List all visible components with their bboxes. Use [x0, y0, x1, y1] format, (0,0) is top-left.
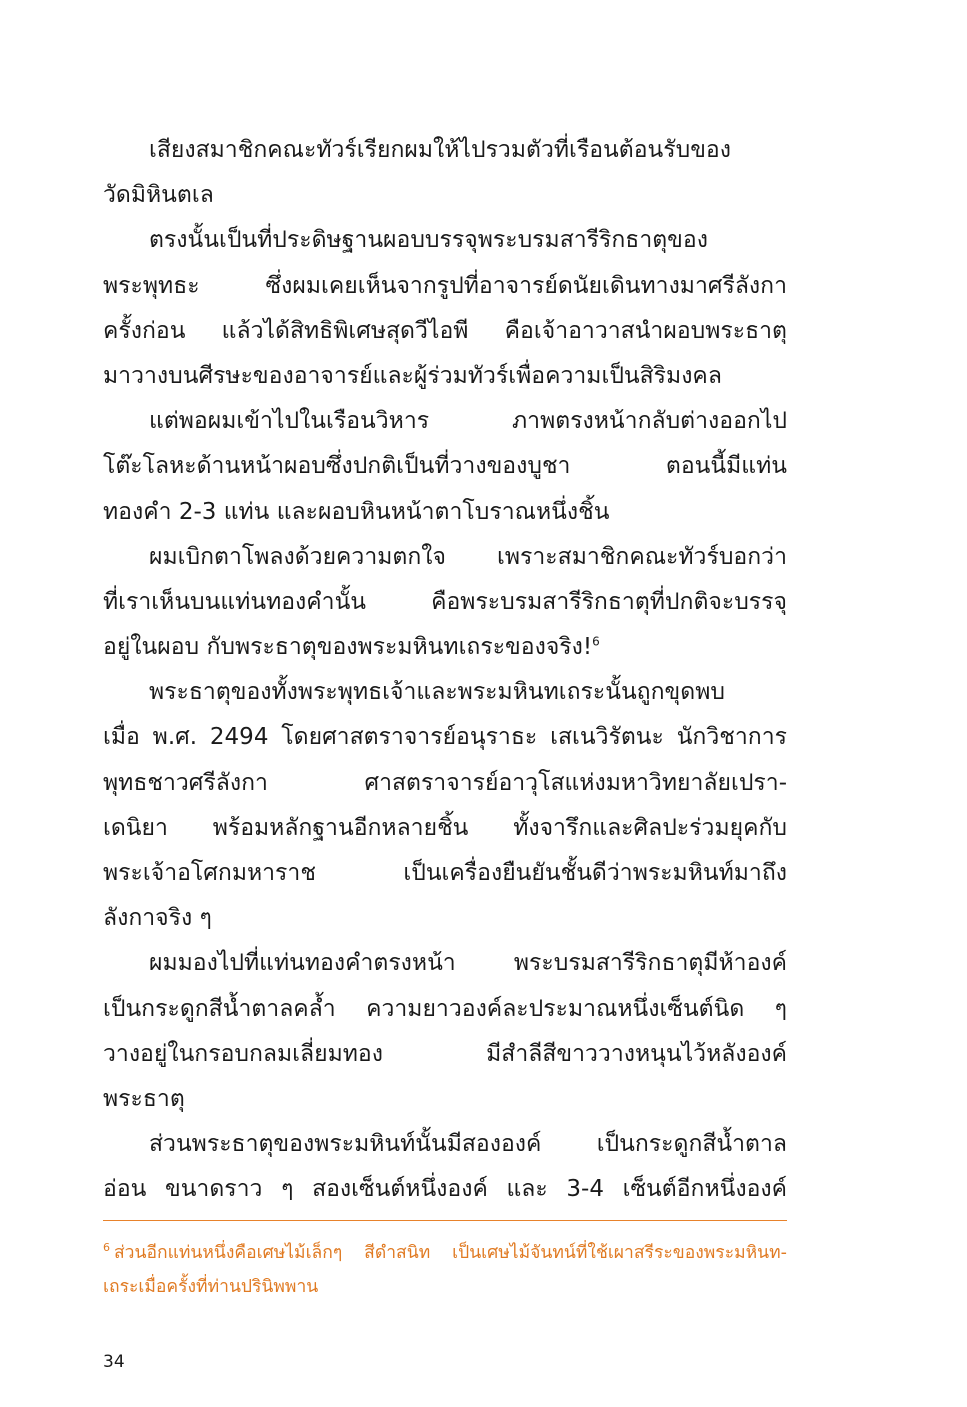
- text-line: เดนิยา พร้อมหลักฐานอีกหลายชิ้น ทั้งจารึกและศิลปะร่วมยุคกับ: [103, 814, 787, 841]
- body-text: [103, 128, 787, 1213]
- text-line: แต่พอผมเข้าไปในเรือนวิหาร ภาพตรงหน้ากลับต่างออกไป: [149, 408, 787, 435]
- text-line: ครั้งก่อน แล้วได้สิทธิพิเศษสุดวีไอพี คือเจ้าอาวาสนำผอบพระธาตุ: [103, 317, 787, 344]
- text-line: ที่เราเห็นบนแท่นทองคำนั้น คือพระบรมสารีริกธาตุที่ปกติจะบรรจุ: [103, 588, 787, 615]
- text-line: โต๊ะโลหะด้านหน้าผอบซึ่งปกติเป็นที่วางของบูชา ตอนนี้มีแท่น: [103, 453, 787, 480]
- text-line: อ่อน ขนาดราว ๆ สองเซ็นต์หนึ่งองค์ และ 3-4 เซ็นต์อีกหนึ่งองค์: [103, 1176, 787, 1203]
- footnote: [103, 1236, 787, 1304]
- footnote-reference[interactable]: 6: [592, 634, 600, 649]
- text-line: [103, 625, 787, 670]
- text-line: มาวางบนศีรษะของอาจารย์และผู้ร่วมทัวร์เพื่อความเป็นสิริมงคล: [103, 362, 722, 389]
- text-line: วัดมิหินตเล: [103, 182, 214, 209]
- text-line: ตรงนั้นเป็นที่ประดิษฐานผอบบรรจุพระบรมสารีริกธาตุของ: [149, 227, 708, 254]
- text-line: เสียงสมาชิกคณะทัวร์เรียกผมให้ไปรวมตัวที่เรือนต้อนรับของ: [149, 137, 731, 163]
- text-line: พระพุทธะ ซึ่งผมเคยเห็นจากรูปที่อาจารย์ดนัยเดินทางมาศรีลังกา: [103, 272, 787, 299]
- footnote-text: ส่วนอีกแท่นหนึ่งคือเศษไม้เล็กๆ สีดำสนิท เป็นเศษไม้จันทน์ที่ใช้เผาสรีระของพระมหินท-: [114, 1243, 787, 1263]
- footnote-number: 6: [103, 1241, 110, 1255]
- text-line: วางอยู่ในกรอบกลมเลี่ยมทอง มีสำลีสีขาววางหนุนไว้หลังองค์: [103, 1040, 787, 1067]
- paragraph-2: [103, 218, 787, 399]
- text-line-content: อยู่ในผอบ กับพระธาตุของพระมหินทเถระของจริง!: [103, 634, 593, 661]
- text-line: ลังกาจริง ๆ: [103, 905, 212, 932]
- text-line: พุทธชาวศรีลังกา ศาสตราจารย์อาวุโสแห่งมหาวิทยาลัยเปรา-: [103, 769, 787, 796]
- paragraph-1: [103, 128, 787, 218]
- footnote-line: [103, 1236, 787, 1270]
- text-line: ทองคำ 2-3 แท่น และผอบหินหน้าตาโบราณหนึ่งชิ้น: [103, 498, 610, 525]
- text-line: เป็นกระดูกสีน้ำตาลคล้ำ ความยาวองค์ละประมาณหนึ่งเซ็นต์นิด ๆ: [103, 995, 787, 1022]
- paragraph-6: [103, 941, 787, 1122]
- text-line: ส่วนพระธาตุของพระมหินท์นั้นมีสององค์ เป็นกระดูกสีน้ำตาล: [149, 1131, 787, 1158]
- footnote-divider: [103, 1220, 787, 1221]
- text-line: เมื่อ พ.ศ. 2494 โดยศาสตราจารย์อนุราธะ เสเนวิรัตนะ นักวิชาการ: [103, 724, 787, 751]
- paragraph-5: [103, 670, 787, 941]
- paragraph-7: [103, 1122, 787, 1212]
- text-line: ผมมองไปที่แท่นทองคำตรงหน้า พระบรมสารีริกธาตุมีห้าองค์: [149, 950, 787, 977]
- paragraph-3: [103, 399, 787, 535]
- text-line: พระธาตุ: [103, 1085, 185, 1112]
- page-number: 34: [103, 1352, 125, 1372]
- text-line: ผมเบิกตาโพลงด้วยความตกใจ เพราะสมาชิกคณะทัวร์บอกว่า: [149, 543, 787, 570]
- text-line: พระธาตุของทั้งพระพุทธเจ้าและพระมหินทเถระนั้นถูกขุดพบ: [149, 679, 725, 706]
- footnote-line: เถระเมื่อครั้งที่ท่านปรินิพพาน: [103, 1277, 319, 1297]
- text-line: พระเจ้าอโศกมหาราช เป็นเครื่องยืนยันชั้นดีว่าพระมหินท์มาถึง: [103, 860, 787, 886]
- paragraph-4: [103, 535, 787, 671]
